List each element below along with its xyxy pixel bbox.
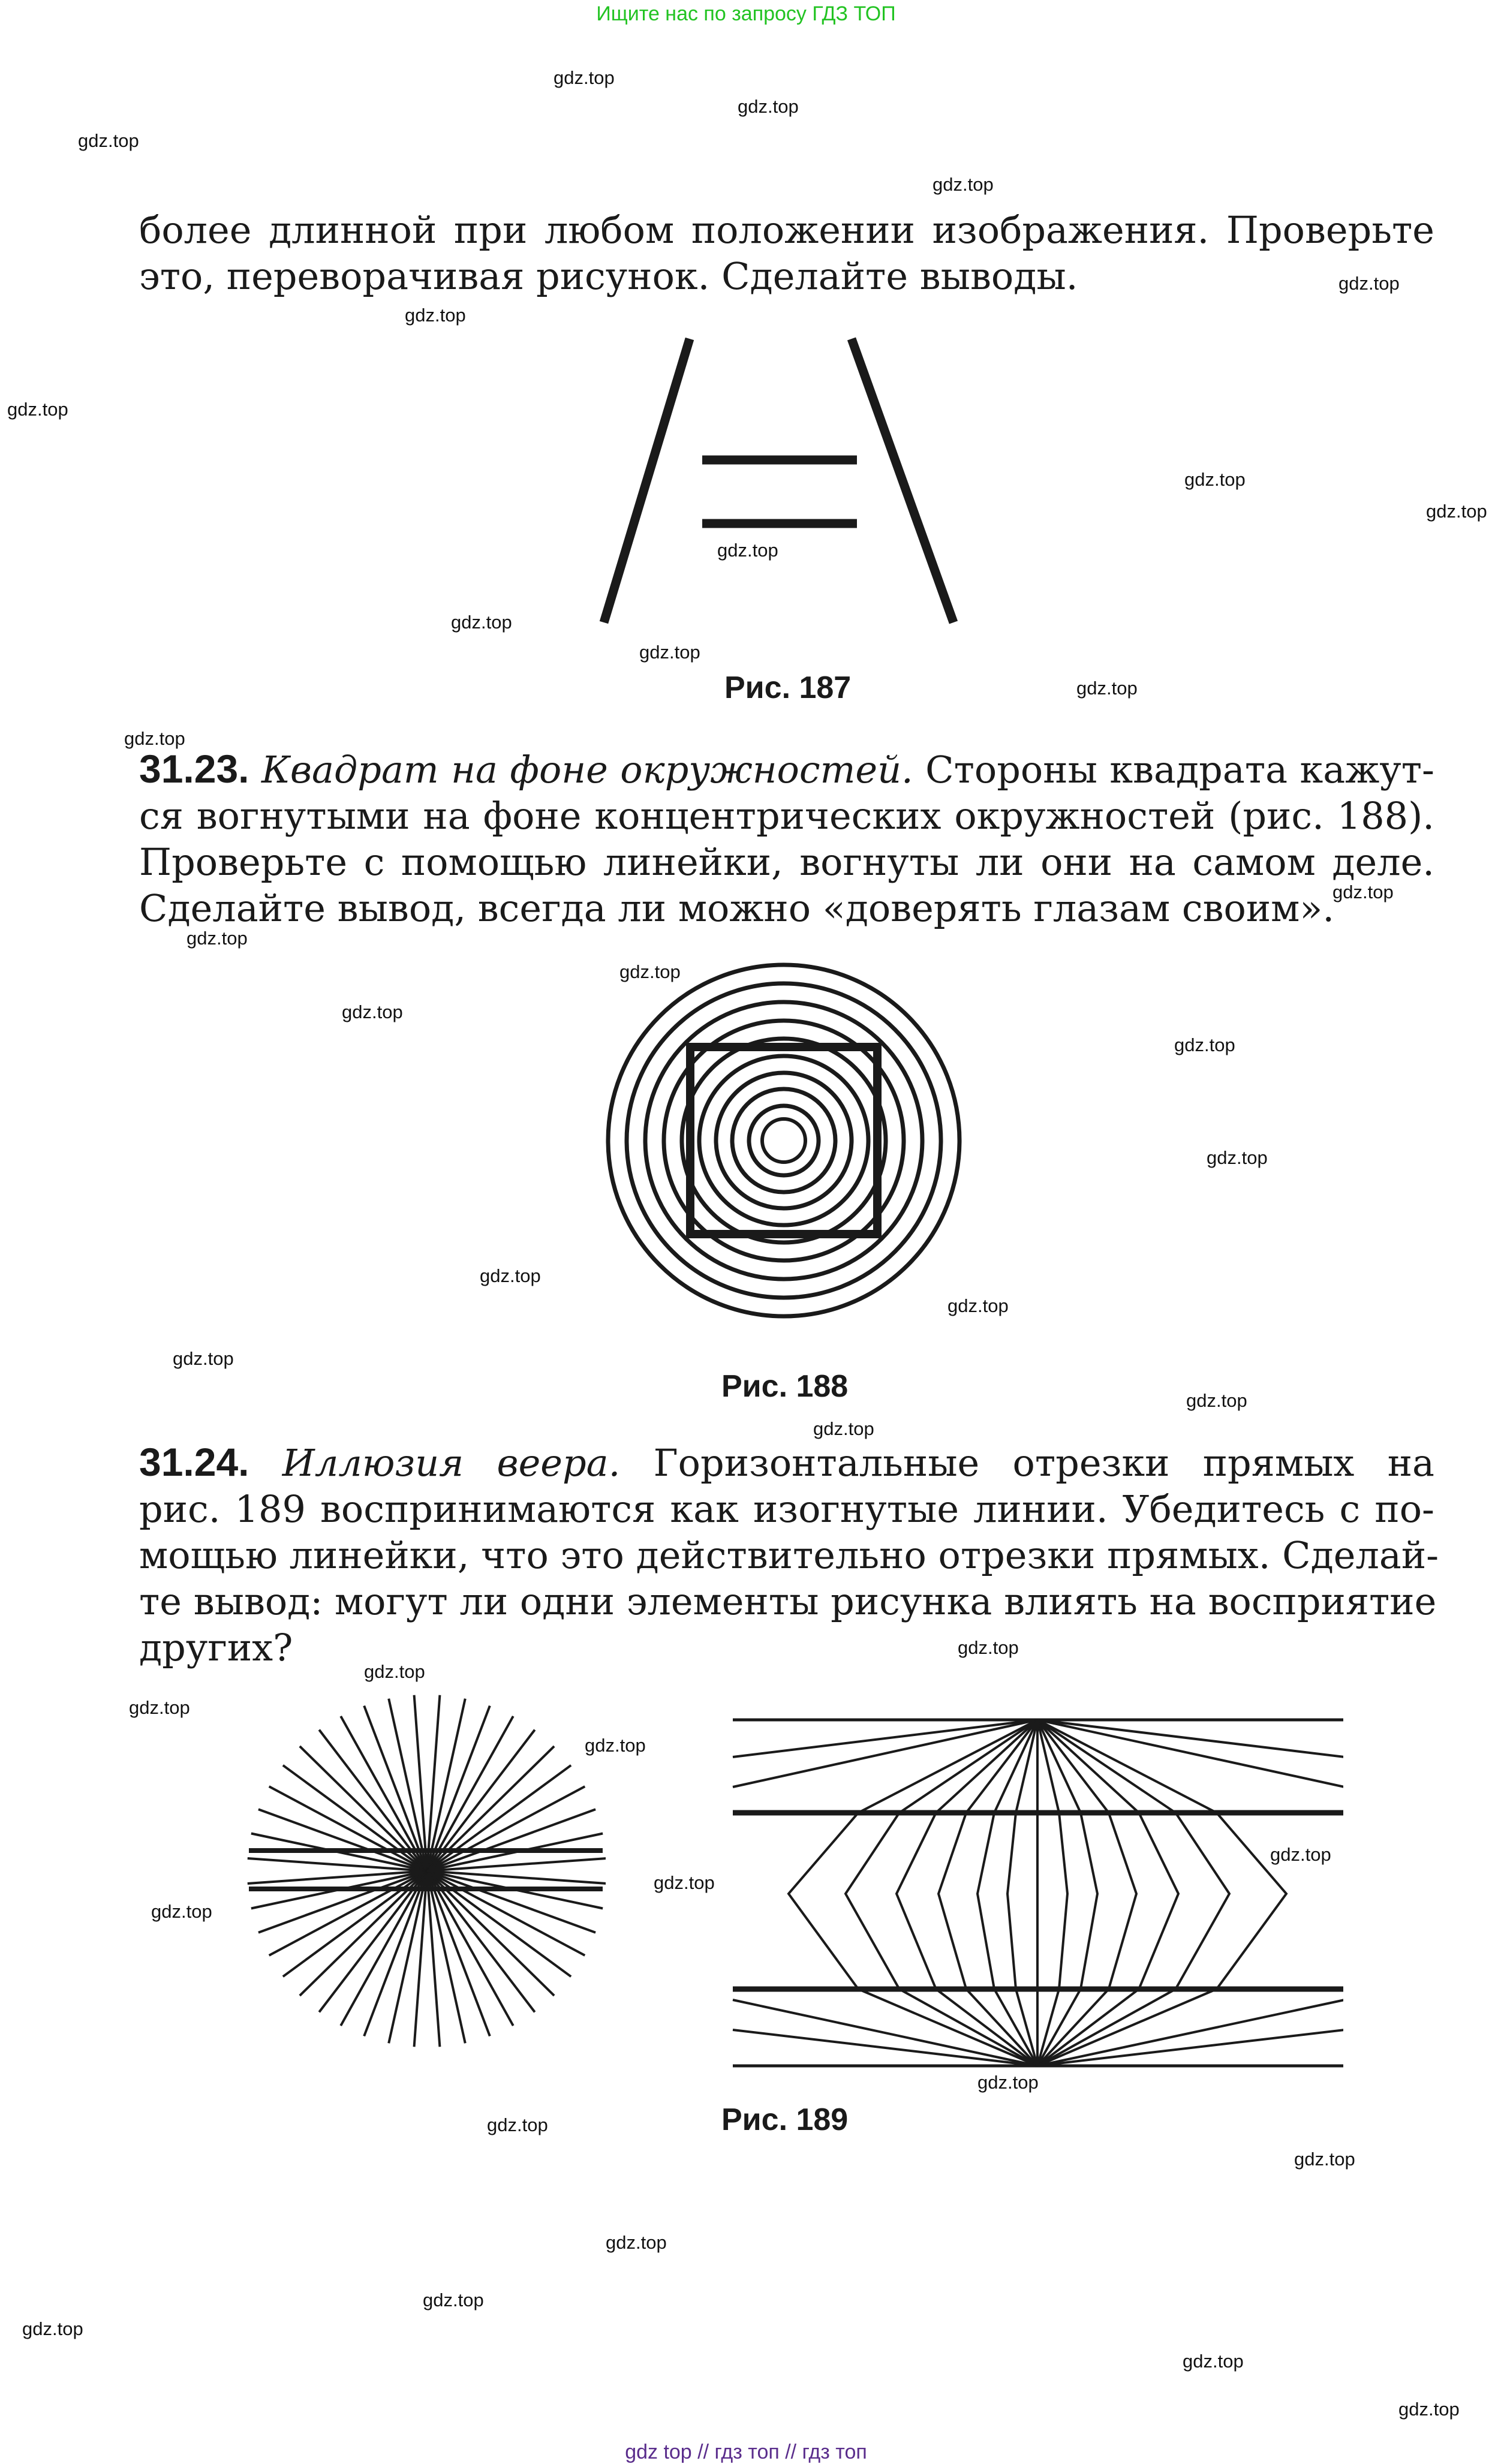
task-31-24-line: рис. 189 воспринимаются как изогнутые линии. Убедитесь с по- [139, 1487, 1434, 1531]
fan-right-ray [1037, 2030, 1343, 2066]
fig189-caption: Рис. 189 [721, 2102, 849, 2137]
fan-right-zigzag [789, 1720, 1037, 2066]
task-31-23-line: ся вогнутыми на фоне концентрических окружностей (рис. 188). [139, 794, 1434, 838]
watermark: gdz.top [1270, 1844, 1331, 1865]
fan-right-zigzag [1037, 1720, 1067, 2066]
watermark: gdz.top [364, 1661, 425, 1682]
fan-right-ray [733, 2000, 1037, 2066]
fig188-circle [608, 965, 959, 1316]
watermark: gdz.top [654, 1872, 715, 1893]
footer-links[interactable]: gdz top // гдз топ // гдз топ [625, 2441, 867, 2463]
watermark: gdz.top [480, 1265, 541, 1286]
fig187-left-oblique-line [604, 339, 690, 622]
watermark: gdz.top [1426, 501, 1487, 522]
fig188-square [690, 1047, 877, 1234]
watermark: gdz.top [606, 2232, 667, 2253]
watermark: gdz.top [813, 1418, 874, 1439]
watermark: gdz.top [1398, 2399, 1460, 2420]
watermark: gdz.top [554, 67, 615, 88]
figure-189-fan-right [732, 1685, 1343, 2069]
task-31-24-number: 31.24. [139, 1440, 249, 1484]
intro-line: более длинной при любом положении изображения. Проверьте [139, 208, 1434, 252]
task-31-23-paragraph [139, 746, 1434, 931]
watermark: gdz.top [977, 2072, 1039, 2093]
task-31-24-line: мощью линейки, что это действительно отрезки прямых. Сделай- [139, 1533, 1439, 1577]
intro-line: это, переворачивая рисунок. Сделайте выводы. [139, 254, 1078, 298]
watermark: gdz.top [585, 1735, 646, 1756]
fig188-circle [749, 1106, 819, 1175]
figure-187-illusion [588, 336, 971, 630]
watermark: gdz.top [947, 1295, 1009, 1316]
watermark: gdz.top [1332, 881, 1394, 902]
task-31-24-paragraph [139, 1439, 1439, 1671]
watermark: gdz.top [1207, 1147, 1268, 1168]
fan-right-ray [733, 2030, 1037, 2066]
task-31-23-number: 31.23. [139, 747, 249, 791]
watermark: gdz.top [487, 2114, 548, 2135]
watermark: gdz.top [619, 961, 681, 982]
fan-right-ray [1037, 2000, 1343, 2066]
figure-189-fan-left [234, 1691, 606, 2051]
fig188-circle [682, 1039, 886, 1242]
intro-paragraph [139, 207, 1434, 299]
fig188-caption: Рис. 188 [721, 1369, 849, 1404]
watermark: gdz.top [717, 540, 778, 561]
watermark: gdz.top [151, 1901, 212, 1922]
watermark: gdz.top [1076, 678, 1138, 699]
watermark: gdz.top [1186, 1390, 1247, 1411]
watermark: gdz.top [78, 130, 139, 151]
task-31-23-first-line [139, 746, 1434, 793]
task-31-23-line: Проверьте с помощью линейки, вогнуты ли они на самом деле. [139, 840, 1434, 884]
top-banner[interactable]: Ищите нас по запросу ГДЗ ТОП [596, 2, 896, 25]
fig188-circle [716, 1073, 852, 1208]
watermark: gdz.top [423, 2289, 484, 2310]
fig188-circle [627, 983, 941, 1298]
watermark: gdz.top [932, 174, 994, 195]
watermark: gdz.top [405, 305, 466, 326]
task-31-23-text: Стороны квадрата кажут- [913, 748, 1434, 792]
task-31-24-line: других? [139, 1626, 293, 1669]
watermark: gdz.top [342, 1001, 403, 1022]
watermark: gdz.top [958, 1637, 1019, 1658]
fan-right-ray [1037, 1720, 1343, 1787]
fan-right-zigzag [1007, 1720, 1037, 2066]
task-31-24-text: Горизонтальные отрезки прямых на [620, 1441, 1434, 1485]
watermark: gdz.top [1174, 1034, 1235, 1055]
task-31-24-line: те вывод: могут ли одни элементы рисунка влиять на восприятие [139, 1580, 1437, 1623]
watermark: gdz.top [1184, 469, 1246, 490]
watermark: gdz.top [1294, 2149, 1355, 2170]
watermark: gdz.top [738, 96, 799, 117]
fig187-caption: Рис. 187 [724, 670, 852, 705]
fan-right-zigzag [1037, 1720, 1286, 2066]
watermark: gdz.top [639, 642, 700, 663]
watermark: gdz.top [124, 728, 185, 749]
task-31-23-title: Квадрат на фоне окружностей. [261, 748, 913, 792]
watermark: gdz.top [22, 2318, 83, 2339]
watermark: gdz.top [129, 1697, 190, 1718]
watermark: gdz.top [451, 612, 512, 633]
fig188-circle [699, 1056, 868, 1225]
fan-right-ray [733, 1720, 1037, 1787]
fig187-right-oblique-line [852, 339, 953, 622]
watermark: gdz.top [186, 928, 248, 949]
task-31-24-title: Иллюзия веера. [282, 1441, 621, 1485]
task-31-23-line: Сделайте вывод, всегда ли можно «доверять глазам своим». [139, 886, 1335, 930]
task-31-24-first-line [139, 1439, 1434, 1486]
watermark: gdz.top [173, 1348, 234, 1369]
watermark: gdz.top [1183, 2351, 1244, 2372]
figure-188-square-on-circles [603, 959, 965, 1322]
watermark: gdz.top [7, 399, 68, 420]
fig188-circle [762, 1119, 805, 1162]
watermark: gdz.top [1338, 273, 1400, 294]
